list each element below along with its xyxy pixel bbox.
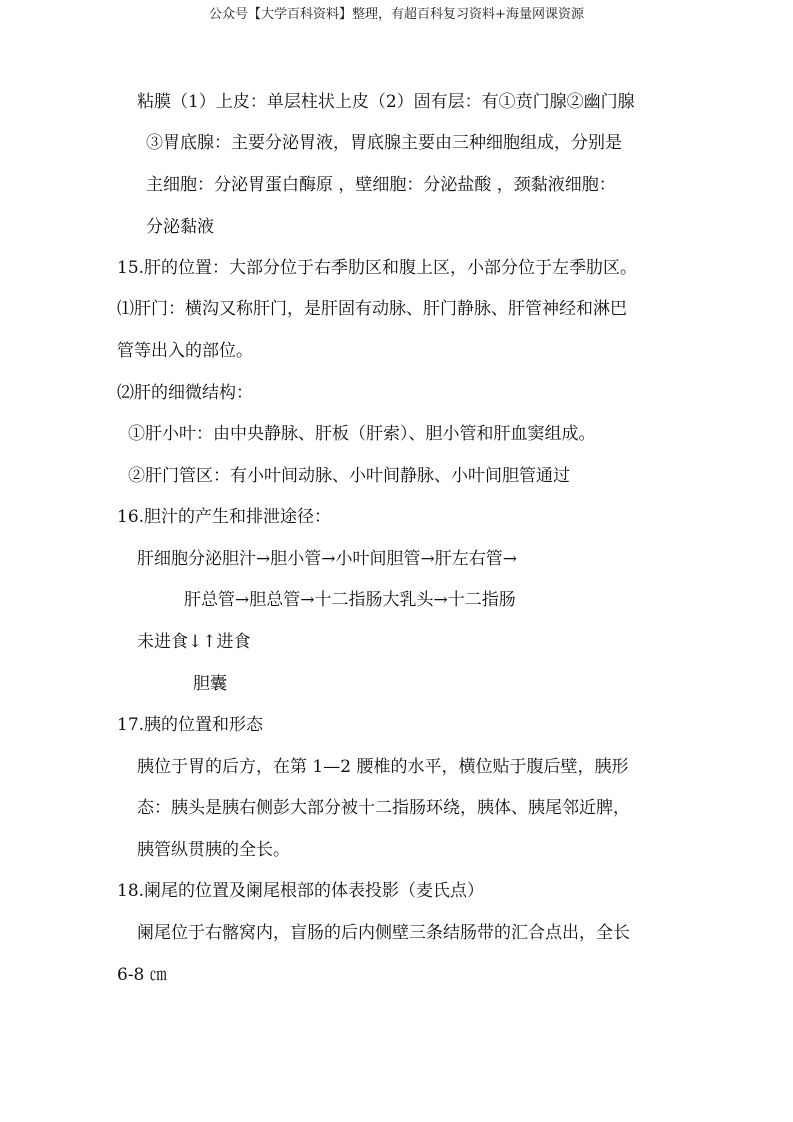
text-line: ①肝小叶：由中央静脉、肝板（肝索）、胆小管和肝血窦组成。 [128,424,596,444]
text-line: 肝细胞分泌胆汁→胆小管→小叶间胆管→肝左右管→ [137,549,517,569]
text-line: 主细胞：分泌胃蛋白酶原 ，壁细胞：分泌盐酸 ，颈黏液细胞： [146,175,616,195]
text-line: ⑵肝的细微结构： [117,383,253,403]
text-line: 胰管纵贯胰的全长。 [137,840,290,860]
text-line: 18.阑尾的位置及阑尾根部的体表投影（麦氏点） [117,881,485,901]
text-line: 分泌黏液 [146,217,214,237]
text-line: 粘膜（1）上皮：单层柱状上皮（2）固有层：有①贲门腺②幽门腺 [137,92,635,112]
text-line: 阑尾位于右髂窝内，盲肠的后内侧壁三条结肠带的汇合点出，全长 [137,923,630,943]
text-line: 16.胆汁的产生和排泄途径： [117,507,332,527]
text-line: 15.肝的位置：大部分位于右季肋区和腹上区，小部分位于左季肋区。 [117,258,638,278]
page-header: 公众号【大学百科资料】整理，有超百科复习资料+海量网课资源 [209,7,584,22]
text-line: 6-8 ㎝ [117,965,167,985]
text-line: ⑴肝门：横沟又称肝门，是肝固有动脉、肝门静脉、肝管神经和淋巴 [117,299,627,319]
text-line: ②肝门管区：有小叶间动脉、小叶间静脉、小叶间胆管通过 [128,466,570,486]
text-line: 胆囊 [193,674,227,694]
text-line: 管等出入的部位。 [117,341,253,361]
text-line: 未进食↓↑进食 [137,632,251,652]
text-line: 17.胰的位置和形态 [117,715,264,735]
text-line: 态：胰头是胰右侧彭大部分被十二指肠环绕，胰体、胰尾邻近脾， [137,798,630,818]
text-line: 胰位于胃的后方，在第 1—2 腰椎的水平，横位贴于腹后壁，胰形 [137,757,629,777]
text-line: ③胃底腺：主要分泌胃液，胃底腺主要由三种细胞组成，分别是 [146,133,622,153]
text-line: 肝总管→胆总管→十二指肠大乳头→十二指肠 [184,590,516,610]
